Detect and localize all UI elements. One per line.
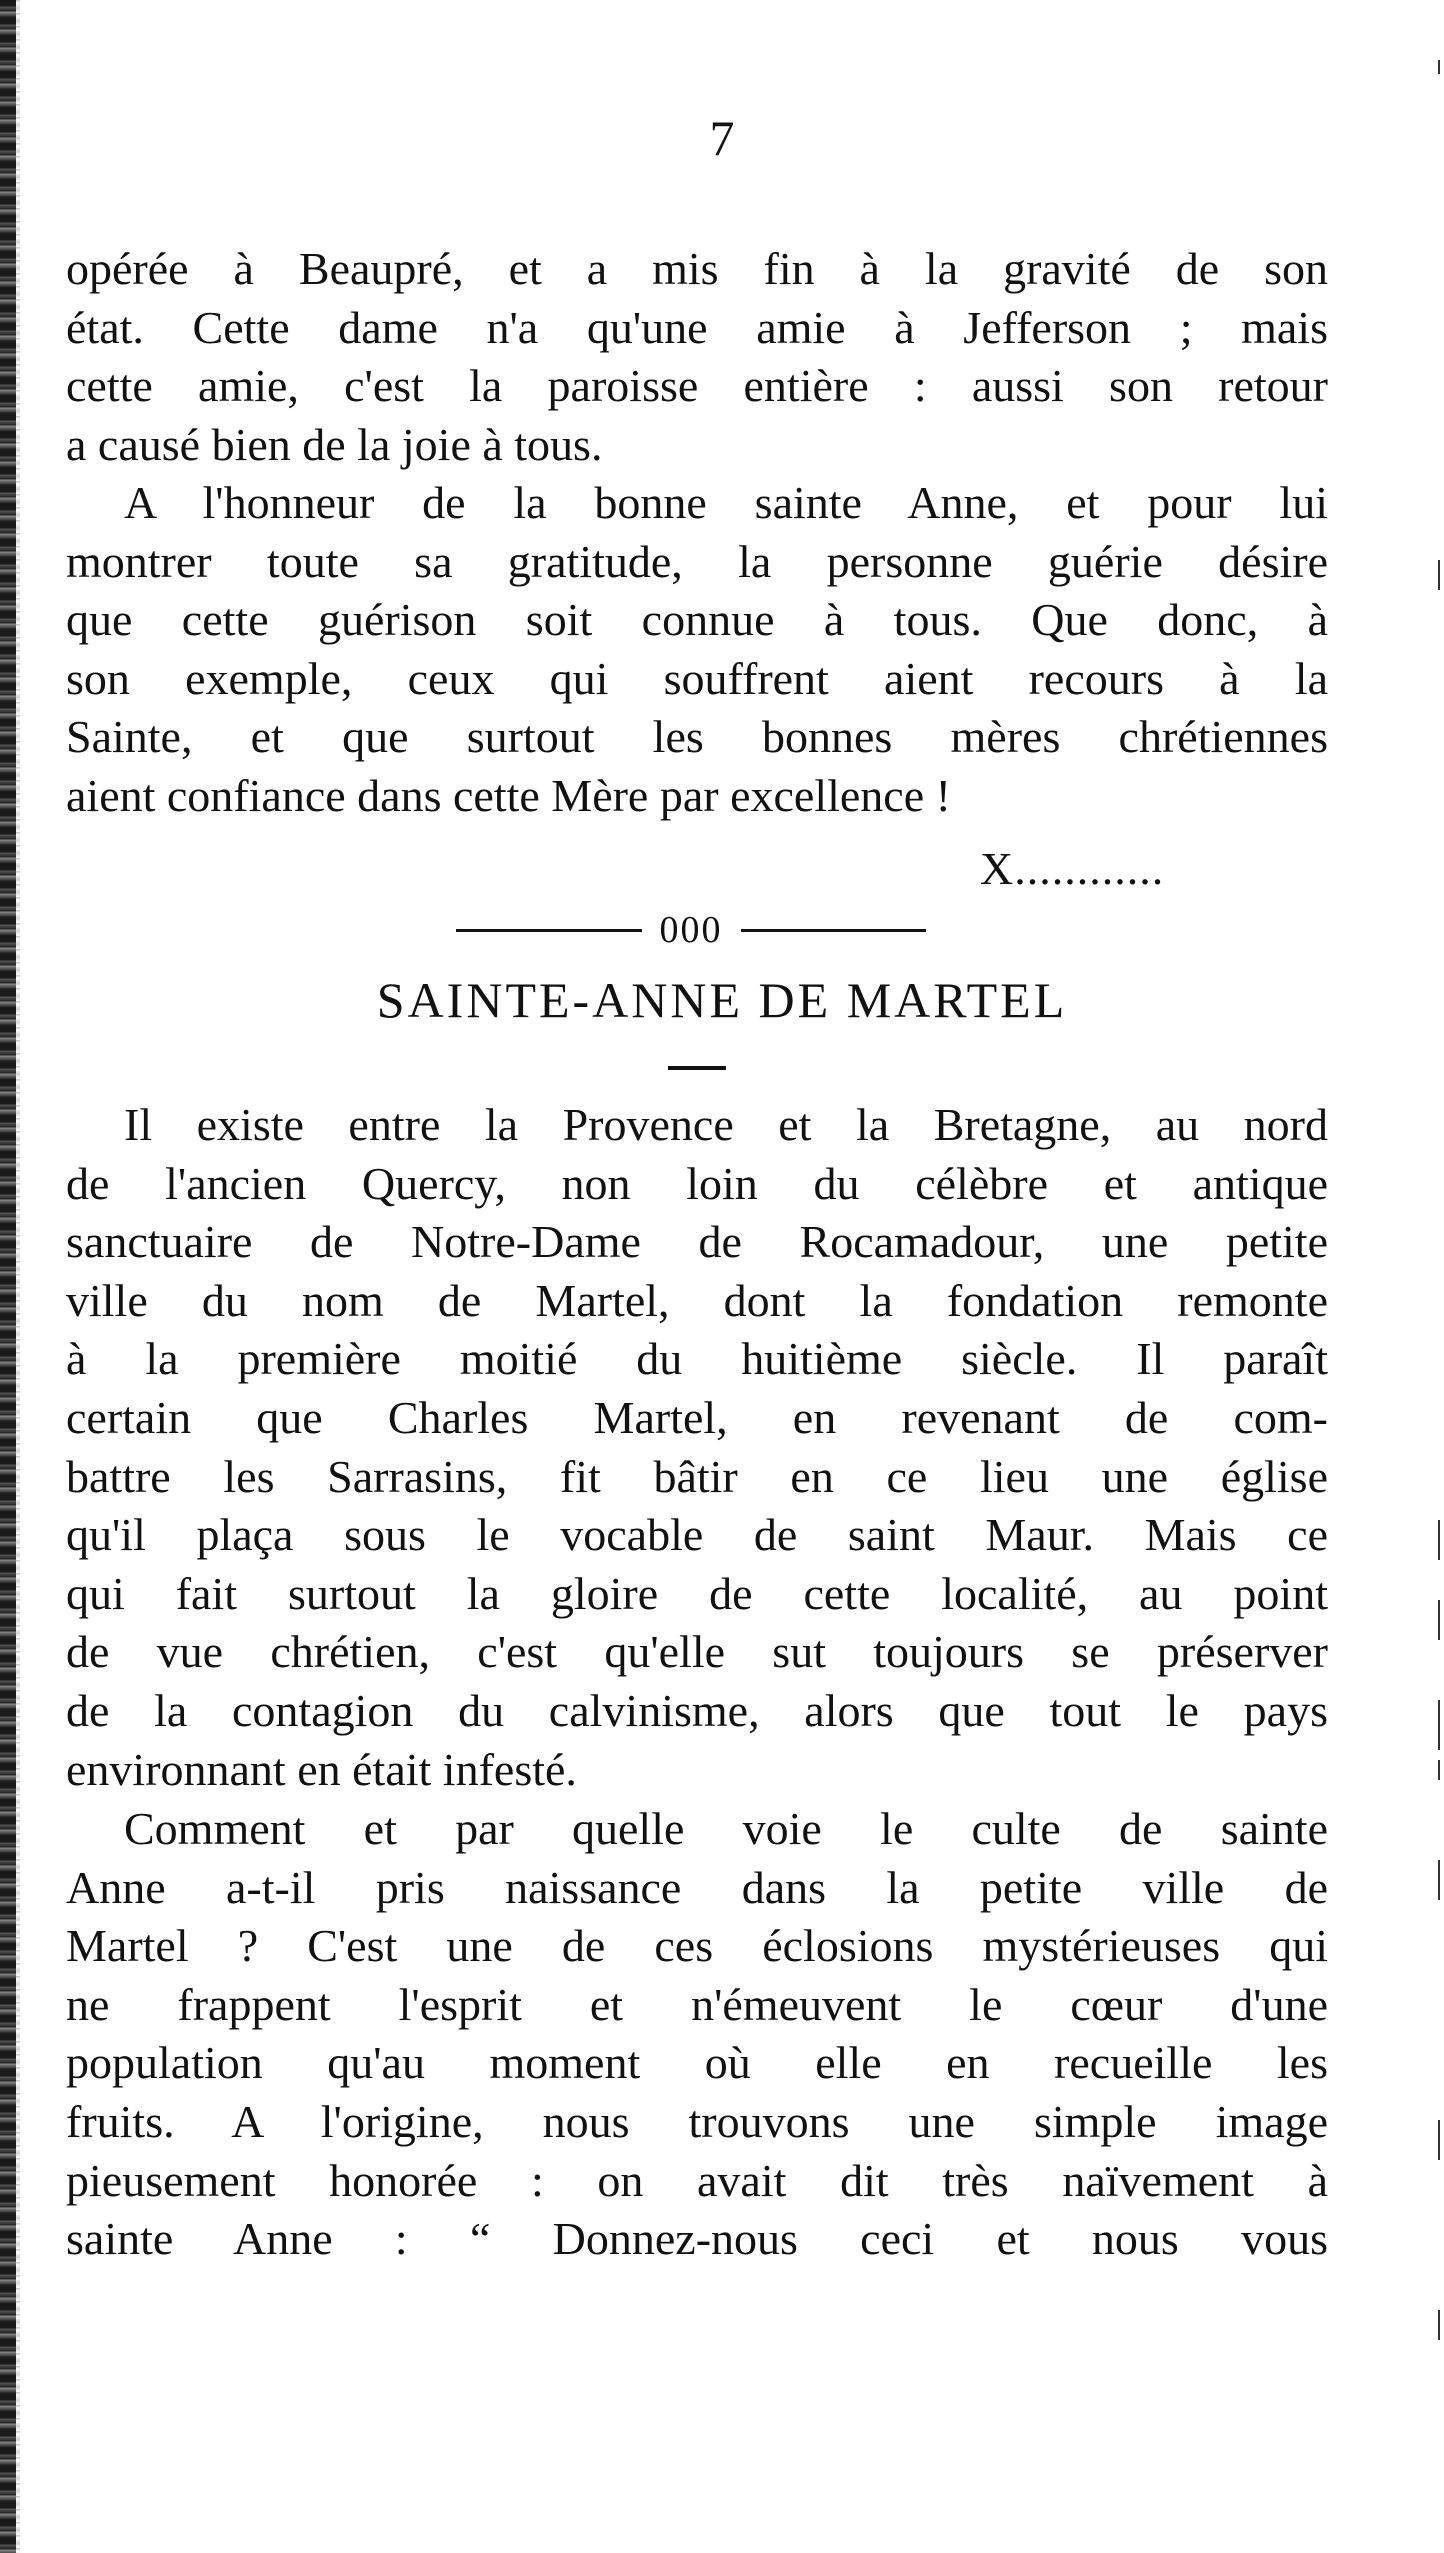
- article-title: SAINTE-ANNE DE MARTEL: [376, 972, 1068, 1028]
- text-line: sainte Anne : “ Donnez-nous ceci et nous vous: [66, 2213, 1328, 2265]
- text-line: Martel ? C'est une de ces éclosions mystérieuses qui: [66, 1920, 1328, 1972]
- text-line: sanctuaire de Notre-Dame de Rocamadour, une petite: [66, 1216, 1328, 1268]
- previous-article-paragraph-1: [66, 240, 1328, 474]
- text-line: état. Cette dame n'a qu'une amie à Jefferson ; mais: [66, 301, 1328, 353]
- previous-article-paragraph-2: [66, 474, 1328, 826]
- text-line: a causé bien de la joie à tous.: [66, 418, 603, 470]
- text-line: cette amie, c'est la paroisse entière : aussi son retour: [66, 360, 1328, 412]
- text-line: de la contagion du calvinisme, alors que tout le pays: [66, 1684, 1328, 1736]
- text-line: opérée à Beaupré, et a mis fin à la gravité de son: [66, 243, 1328, 294]
- text-line: environnant en était infesté.: [66, 1743, 577, 1795]
- page-number: 7: [709, 110, 735, 166]
- section-separator: [456, 902, 926, 958]
- book-binding-edge: [0, 0, 16, 2553]
- title-rule: [668, 1066, 726, 1070]
- text-line: pieusement honorée : on avait dit très naïvement à: [66, 2154, 1328, 2206]
- text-line: certain que Charles Martel, en revenant de com-: [66, 1391, 1328, 1443]
- text-line: à la première moitié du huitième siècle. Il paraît: [66, 1333, 1328, 1385]
- right-margin-marks: [1430, 0, 1444, 2553]
- text-line: ville du nom de Martel, dont la fondation remonte: [66, 1274, 1328, 1326]
- signature: X............: [980, 843, 1165, 894]
- separator-rule-left: [456, 929, 642, 932]
- separator-rule-right: [741, 929, 927, 932]
- text-line: qui fait surtout la gloire de cette localité, au point: [66, 1567, 1328, 1619]
- text-line: Comment et par quelle voie le culte de sainte: [124, 1803, 1328, 1854]
- text-line: de l'ancien Quercy, non loin du célèbre et antique: [66, 1157, 1328, 1209]
- article-paragraph-1: [66, 1096, 1328, 1799]
- separator-ornament: 000: [659, 909, 723, 951]
- text-line: aient confiance dans cette Mère par excellence !: [66, 769, 951, 821]
- text-line: Anne a-t-il pris naissance dans la petite ville de: [66, 1861, 1328, 1913]
- text-line: Sainte, et que surtout les bonnes mères chrétiennes: [66, 711, 1328, 763]
- text-line: population qu'au moment où elle en recueille les: [66, 2037, 1328, 2089]
- text-line: fruits. A l'origine, nous trouvons une simple image: [66, 2095, 1328, 2147]
- text-line: que cette guérison soit connue à tous. Que donc, à: [66, 594, 1328, 646]
- article-paragraph-2: [66, 1800, 1328, 2269]
- text-line: A l'honneur de la bonne sainte Anne, et pour lui: [124, 477, 1328, 528]
- text-line: ne frappent l'esprit et n'émeuvent le cœur d'une: [66, 1978, 1328, 2030]
- text-line: Il existe entre la Provence et la Bretagne, au nord: [124, 1099, 1328, 1150]
- text-line: son exemple, ceux qui souffrent aient recours à la: [66, 652, 1328, 704]
- text-line: qu'il plaça sous le vocable de saint Maur. Mais ce: [66, 1509, 1328, 1561]
- text-line: battre les Sarrasins, fit bâtir en ce lieu une église: [66, 1450, 1328, 1502]
- text-line: de vue chrétien, c'est qu'elle sut toujours se préserver: [66, 1626, 1328, 1678]
- book-binding-shadow: [16, 0, 20, 2553]
- text-line: montrer toute sa gratitude, la personne guérie désire: [66, 535, 1328, 587]
